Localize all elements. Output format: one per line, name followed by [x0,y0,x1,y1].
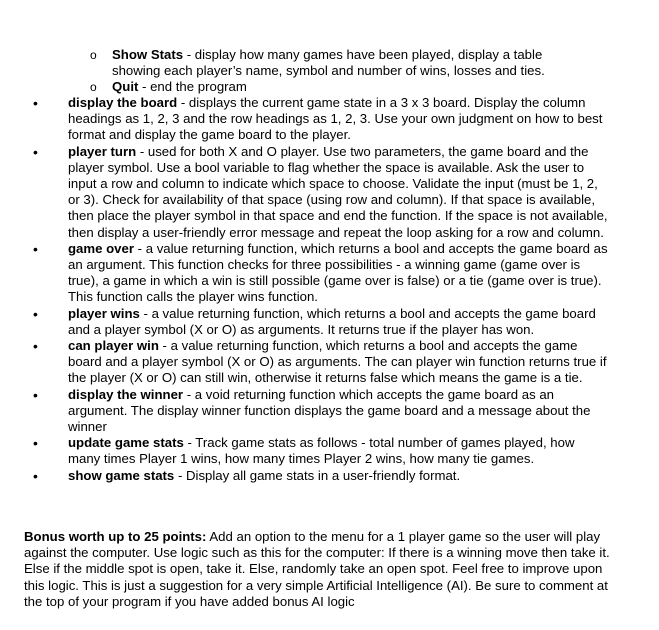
list-item-player-turn [0,144,659,241]
item-description: - end the program [138,79,247,95]
bullet-icon: • [33,386,38,403]
item-term: game over [68,240,134,256]
item-description: - a void returning function which accepts the game board as an argument. The display winner function displays the game board and a message about the winner [68,386,591,435]
list-item-show-game-stats [0,468,659,484]
item-description: - a value returning function, which returns a bool and accepts the game board and a player symbol (X or O) as arguments. It returns true if the player has won. [68,305,596,337]
list-item-game-over [0,241,659,306]
item-term: show game stats [68,467,175,483]
list-item-display-the-board [0,95,659,144]
list-item-player-wins [0,306,659,338]
bullet-icon: • [33,240,38,257]
bullet-icon: • [33,435,38,452]
item-term: Show Stats [112,47,184,62]
item-term: can player win [68,338,159,354]
item-description: - a value returning function, which returns a bool and accepts the game board as an argument. This function checks for three possibilities - a winning game (game over is true), a game in which a win is still possible (game over is false) or a tie (game over is true). This function calls the player wins function. [68,240,608,305]
bullet-icon: • [33,95,38,111]
item-description: - display how many games have been played, display a table showing each player’s name, symbol and number of wins, losses and ties. [112,47,545,79]
bullet-icon: • [33,338,38,355]
bullet-icon: • [33,467,38,484]
bullet-icon: • [33,305,38,322]
list-item-update-game-stats [0,435,659,467]
item-term: display the winner [68,386,184,402]
hollow-bullet-icon: o [90,80,97,95]
item-description: - Display all game stats in a user-friendly format. [174,467,461,483]
menu-options-sublist [0,47,659,96]
sublist-item-quit [0,79,659,95]
item-term: update game stats [68,435,184,451]
item-term: player wins [68,305,140,321]
item-term: player turn [68,143,137,159]
bullet-icon: • [33,143,38,160]
bonus-description: Add an option to the menu for a 1 player game so the user will play against the computer. Use logic such as this for the computer: If there is a winning move then take it. Else if the middle spot is open, take it. Else, randomly take an open spot. Feel free to improve upon this logic. This is just a suggestion for a very simple Artificial Intelligence (AI). Be sure to comment at the top of your program if you have added bonus AI logic [24,529,610,609]
item-description: - used for both X and O player. Use two parameters, the game board and the player symbol. Use a bool variable to flag whether the space is available. Ask the user to input a row and column to indicate which space to choose. Validate the input (must be 1, 2, or 3). Check for availability of that space (using row and column). If that space is available, then place the player symbol in that space and end the function. If the space is not available, then display a user-friendly error message and repeat the loop asking for a row and column. [68,143,608,240]
item-term: Quit [112,79,139,95]
list-item-can-player-win [0,338,659,387]
function-requirements-list [0,95,659,484]
bonus-heading: Bonus worth up to 25 points: [24,529,207,544]
bonus-paragraph [24,529,614,610]
item-description: - Track game stats as follows - total number of games played, how many times Player 1 wins, how many times Player 2 wins, how many tie games. [68,435,575,467]
hollow-bullet-icon: o [90,48,97,62]
item-term: display the board [68,95,178,110]
sublist-item-show-stats [0,47,659,79]
item-description: - a value returning function, which returns a bool and accepts the game board and a player symbol (X or O) as arguments. The can player win function returns true if the player (X or O) can still win, otherwise it returns false which means the game is a tie. [68,338,607,386]
item-description: - displays the current game state in a 3 x 3 board. Display the column headings as 1, 2, 3 and the row headings as 1, 2, 3. Use your own judgment on how to best format and display the game board to the player. [68,95,603,143]
list-item-display-the-winner [0,387,659,436]
